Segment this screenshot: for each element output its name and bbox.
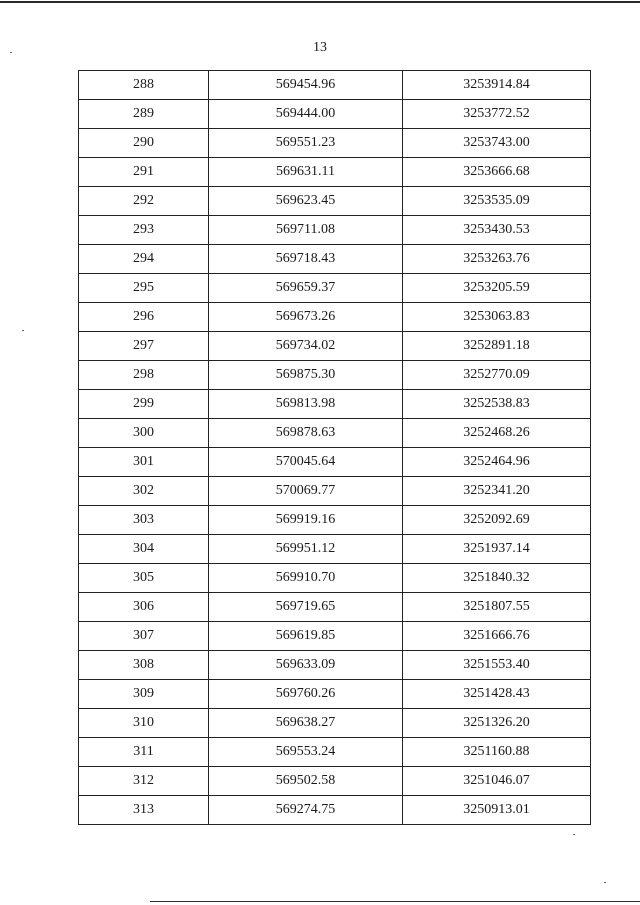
table-row [79,448,591,477]
x-coordinate-cell: 569673.26 [209,303,403,332]
table-row [79,680,591,709]
x-coordinate-cell: 569719.65 [209,593,403,622]
point-number-cell: 308 [79,651,209,680]
y-coordinate-cell: 3251160.88 [403,738,591,767]
y-coordinate-cell: 3252468.26 [403,419,591,448]
y-coordinate-cell: 3253263.76 [403,245,591,274]
x-coordinate-cell: 569623.45 [209,187,403,216]
x-coordinate-cell: 569633.09 [209,651,403,680]
table-row [79,506,591,535]
point-number-cell: 296 [79,303,209,332]
point-number-cell: 290 [79,129,209,158]
y-coordinate-cell: 3252341.20 [403,477,591,506]
point-number-cell: 297 [79,332,209,361]
table-row [79,245,591,274]
table-row [79,187,591,216]
point-number-cell: 303 [79,506,209,535]
x-coordinate-cell: 569718.43 [209,245,403,274]
x-coordinate-cell: 569951.12 [209,535,403,564]
point-number-cell: 302 [79,477,209,506]
point-number-cell: 304 [79,535,209,564]
table-row [79,535,591,564]
coordinate-table [78,70,591,825]
y-coordinate-cell: 3252538.83 [403,390,591,419]
table-row [79,477,591,506]
y-coordinate-cell: 3252464.96 [403,448,591,477]
coordinate-table-body [79,71,591,825]
y-coordinate-cell: 3253666.68 [403,158,591,187]
y-coordinate-cell: 3251428.43 [403,680,591,709]
table-row [79,216,591,245]
scan-speck [22,330,24,331]
x-coordinate-cell: 569813.98 [209,390,403,419]
y-coordinate-cell: 3252770.09 [403,361,591,390]
table-row [79,651,591,680]
x-coordinate-cell: 569919.16 [209,506,403,535]
table-row [79,332,591,361]
top-rule [0,1,640,3]
x-coordinate-cell: 569631.11 [209,158,403,187]
x-coordinate-cell: 569711.08 [209,216,403,245]
x-coordinate-cell: 569878.63 [209,419,403,448]
table-row [79,274,591,303]
table-row [79,564,591,593]
y-coordinate-cell: 3250913.01 [403,796,591,825]
y-coordinate-cell: 3253772.52 [403,100,591,129]
y-coordinate-cell: 3253205.59 [403,274,591,303]
table-row [79,593,591,622]
point-number-cell: 310 [79,709,209,738]
x-coordinate-cell: 569910.70 [209,564,403,593]
table-row [79,390,591,419]
y-coordinate-cell: 3253430.53 [403,216,591,245]
x-coordinate-cell: 570069.77 [209,477,403,506]
y-coordinate-cell: 3251553.40 [403,651,591,680]
point-number-cell: 305 [79,564,209,593]
x-coordinate-cell: 569619.85 [209,622,403,651]
point-number-cell: 313 [79,796,209,825]
y-coordinate-cell: 3253914.84 [403,71,591,100]
point-number-cell: 300 [79,419,209,448]
table-row [79,158,591,187]
table-row [79,709,591,738]
y-coordinate-cell: 3251326.20 [403,709,591,738]
x-coordinate-cell: 569875.30 [209,361,403,390]
y-coordinate-cell: 3251937.14 [403,535,591,564]
table-row [79,100,591,129]
table-row [79,129,591,158]
table-row [79,71,591,100]
point-number-cell: 301 [79,448,209,477]
table-row [79,361,591,390]
scan-speck [573,834,575,835]
point-number-cell: 311 [79,738,209,767]
point-number-cell: 309 [79,680,209,709]
point-number-cell: 295 [79,274,209,303]
y-coordinate-cell: 3252092.69 [403,506,591,535]
x-coordinate-cell: 569444.00 [209,100,403,129]
table-row [79,303,591,332]
x-coordinate-cell: 569638.27 [209,709,403,738]
point-number-cell: 312 [79,767,209,796]
y-coordinate-cell: 3253743.00 [403,129,591,158]
x-coordinate-cell: 570045.64 [209,448,403,477]
table-row [79,738,591,767]
y-coordinate-cell: 3251046.07 [403,767,591,796]
y-coordinate-cell: 3253063.83 [403,303,591,332]
point-number-cell: 306 [79,593,209,622]
x-coordinate-cell: 569274.75 [209,796,403,825]
x-coordinate-cell: 569760.26 [209,680,403,709]
point-number-cell: 298 [79,361,209,390]
point-number-cell: 294 [79,245,209,274]
point-number-cell: 307 [79,622,209,651]
x-coordinate-cell: 569454.96 [209,71,403,100]
x-coordinate-cell: 569502.58 [209,767,403,796]
x-coordinate-cell: 569734.02 [209,332,403,361]
y-coordinate-cell: 3252891.18 [403,332,591,361]
page-number: 13 [313,40,327,55]
x-coordinate-cell: 569659.37 [209,274,403,303]
point-number-cell: 291 [79,158,209,187]
point-number-cell: 292 [79,187,209,216]
table-row [79,767,591,796]
y-coordinate-cell: 3251840.32 [403,564,591,593]
x-coordinate-cell: 569551.23 [209,129,403,158]
table-row [79,622,591,651]
bottom-rule [150,901,640,902]
scan-speck [604,882,606,883]
point-number-cell: 289 [79,100,209,129]
table-row [79,796,591,825]
y-coordinate-cell: 3253535.09 [403,187,591,216]
y-coordinate-cell: 3251666.76 [403,622,591,651]
point-number-cell: 288 [79,71,209,100]
table-row [79,419,591,448]
point-number-cell: 299 [79,390,209,419]
point-number-cell: 293 [79,216,209,245]
y-coordinate-cell: 3251807.55 [403,593,591,622]
scan-speck [10,52,12,53]
x-coordinate-cell: 569553.24 [209,738,403,767]
